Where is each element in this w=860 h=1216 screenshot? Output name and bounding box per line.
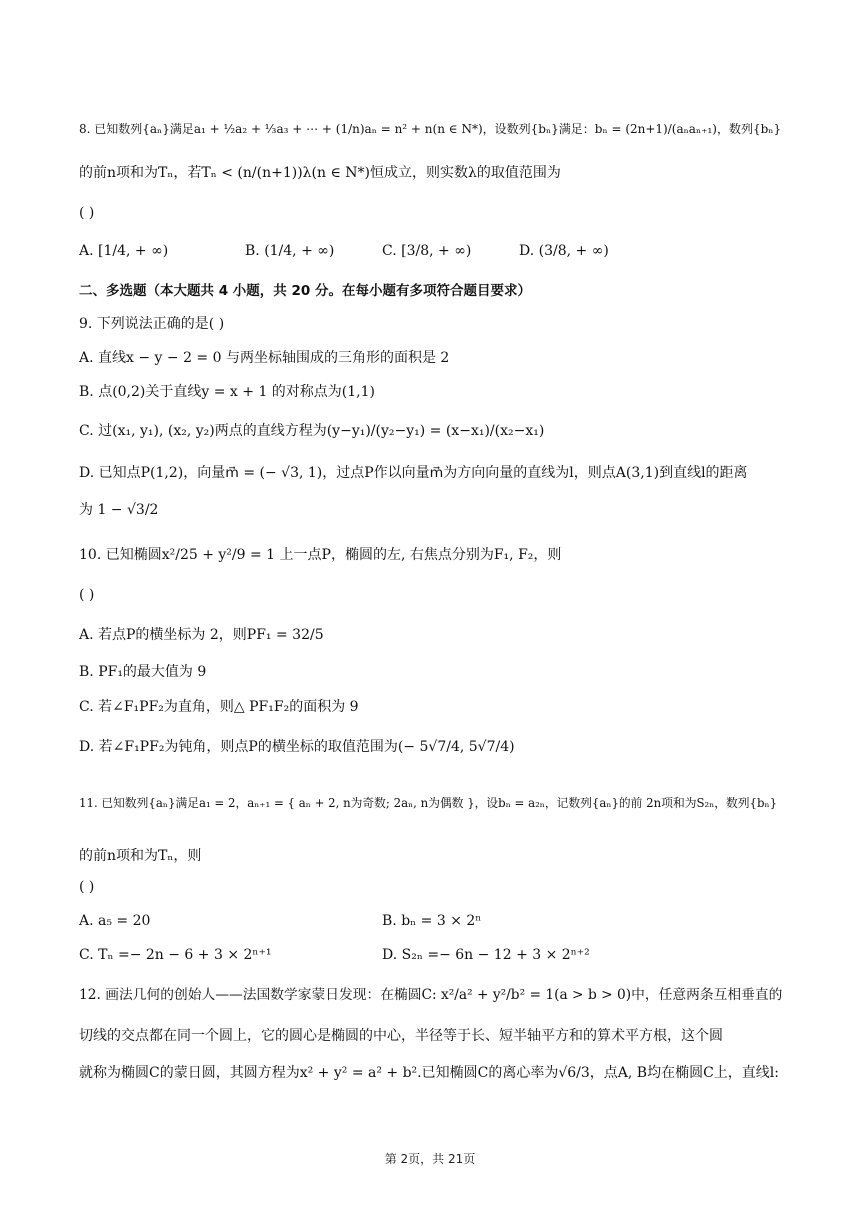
q8-option-d: D. (3/8, + ∞) <box>519 243 609 259</box>
q10-option-b: B. PF₁的最大值为 9 <box>79 664 207 680</box>
q11-option-a: A. a₅ = 20 <box>79 913 151 929</box>
q12-line-3: 就称为椭圆C的蒙日圆，其圆方程为x² + y² = a² + b².已知椭圆C的离心率为√6/3，点A, B均在椭圆C上，直线l: <box>79 1065 779 1081</box>
q11-stem: 11. 已知数列{aₙ}满足a₁ = 2，aₙ₊₁ = { aₙ + 2, n为奇数; 2aₙ, n为偶数 }，设bₙ = a₂ₙ，记数列{aₙ}的前 2n项和为S₂ₙ，数列{bₙ} <box>79 796 778 810</box>
q11-answer-paren: ( ) <box>79 879 95 895</box>
q8-line-2: 的前n项和为Tₙ，若Tₙ < (n/(n+1))λ(n ∈ N*)恒成立，则实数λ的取值范围为 <box>79 165 561 181</box>
q12-line-1: 12. 画法几何的创始人——法国数学家蒙日发现：在椭圆C: x²/a² + y²/b² = 1(a > b > 0)中，任意两条互相垂直的 <box>79 987 783 1003</box>
page-footer: 第 2页，共 21页 <box>384 1152 476 1166</box>
q10-stem: 10. 已知椭圆x²/25 + y²/9 = 1 上一点P，椭圆的左, 右焦点分别为F₁, F₂，则 <box>79 547 562 563</box>
q12-line-2: 切线的交点都在同一个圆上，它的圆心是椭圆的中心，半径等于长、短半轴平方和的算术平方根，这个圆 <box>79 1028 723 1044</box>
q10-option-d: D. 若∠F₁PF₂为钝角，则点P的横坐标的取值范围为(− 5√7/4, 5√7/4) <box>79 739 515 755</box>
q8-option-c: C. [3/8, + ∞) <box>382 243 472 259</box>
q11-option-d: D. S₂ₙ =− 6n − 12 + 3 × 2ⁿ⁺² <box>382 947 590 963</box>
q8-option-b: B. (1/4, + ∞) <box>245 243 335 259</box>
q10-option-a: A. 若点P的横坐标为 2，则PF₁ = 32/5 <box>79 627 324 643</box>
q8-line-1: 8. 已知数列{aₙ}满足a₁ + ½a₂ + ⅓a₃ + ⋯ + (1/n)aₙ = n² + n(n ∈ N*)，设数列{bₙ}满足：bₙ = (2n+1)/(aₙaₙ₊₁)，数列{bₙ} <box>79 122 782 136</box>
q8-option-a: A. [1/4, + ∞) <box>79 243 169 259</box>
q9-stem: 9. 下列说法正确的是( ) <box>79 316 225 332</box>
q8-answer-paren: ( ) <box>79 205 95 221</box>
section-heading-multiple-choice: 二、多选题（本大题共 4 小题，共 20 分。在每小题有多项符合题目要求） <box>79 283 531 299</box>
q11-option-b: B. bₙ = 3 × 2ⁿ <box>382 913 482 929</box>
q11-line-2: 的前n项和为Tₙ，则 <box>79 848 202 864</box>
q9-option-a: A. 直线x − y − 2 = 0 与两坐标轴围成的三角形的面积是 2 <box>79 350 450 366</box>
q9-option-b: B. 点(0,2)关于直线y = x + 1 的对称点为(1,1) <box>79 384 375 400</box>
q9-option-d-line-2: 为 1 − √3/2 <box>79 502 159 518</box>
q9-option-c: C. 过(x₁, y₁), (x₂, y₂)两点的直线方程为(y−y₁)/(y₂−y₁) = (x−x₁)/(x₂−x₁) <box>79 423 545 439</box>
q11-option-c: C. Tₙ =− 2n − 6 + 3 × 2ⁿ⁺¹ <box>79 947 272 963</box>
q9-option-d-line-1: D. 已知点P(1,2)，向量m⃗ = (− √3, 1)，过点P作以向量m⃗为方向向量的直线为l，则点A(3,1)到直线l的距离 <box>79 465 748 481</box>
q10-option-c: C. 若∠F₁PF₂为直角，则△ PF₁F₂的面积为 9 <box>79 699 359 715</box>
q10-answer-paren: ( ) <box>79 587 95 603</box>
